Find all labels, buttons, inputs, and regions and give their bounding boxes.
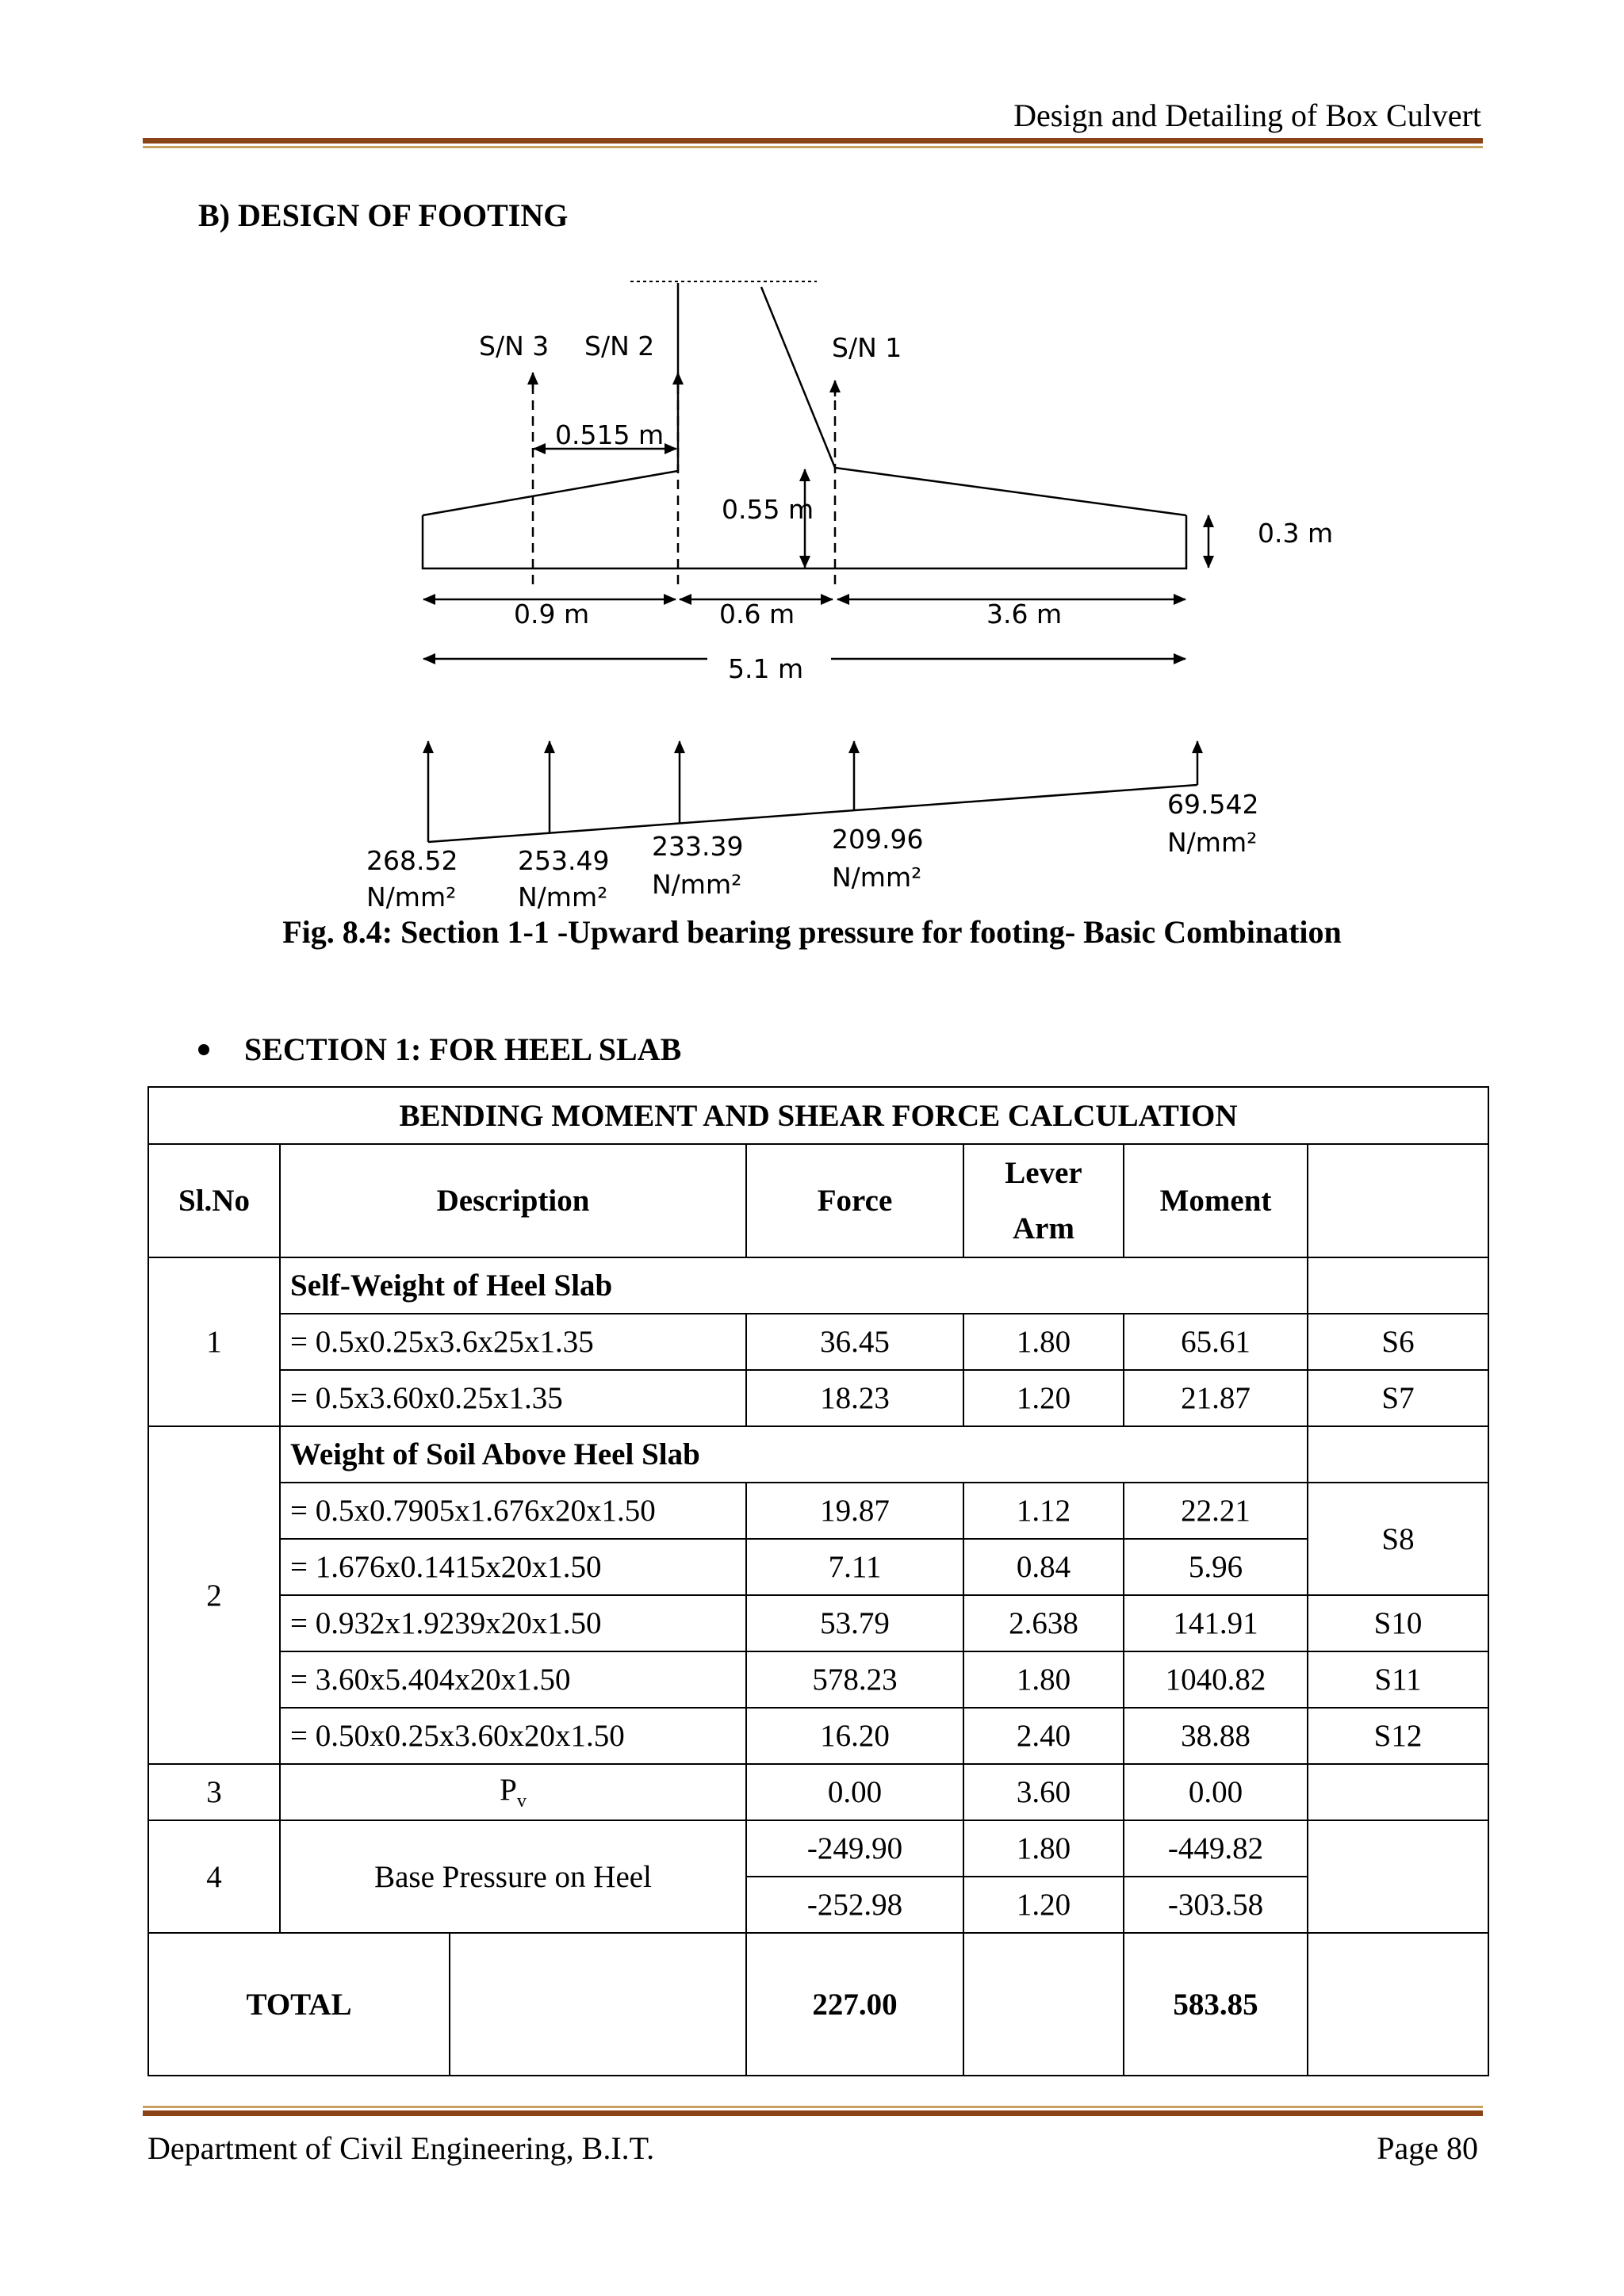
total-force: 227.00 [746, 1933, 963, 2076]
footer-rule-thin [143, 2106, 1483, 2108]
table-row: = 0.50x0.25x3.60x20x1.50 16.20 2.40 38.88 S12 [148, 1708, 1488, 1764]
table-row: 2 Weight of Soil Above Heel Slab [148, 1426, 1488, 1483]
table-row: = 0.5x3.60x0.25x1.35 18.23 1.20 21.87 S7 [148, 1370, 1488, 1426]
figure-caption: Fig. 8.4: Section 1-1 -Upward bearing pressure for footing- Basic Combination [282, 914, 1342, 950]
section-heading: B) DESIGN OF FOOTING [198, 197, 569, 233]
dim-06: 0.6 m [719, 599, 795, 629]
label-sn3: S/N 3 [479, 331, 550, 362]
pressure-unit: N/mm² [832, 862, 922, 893]
col-header-lever-arm: Lever Arm [963, 1144, 1124, 1257]
label-sn1: S/N 1 [832, 332, 902, 363]
footer-page-number: Page 80 [1377, 2130, 1478, 2166]
table-row: 1 Self-Weight of Heel Slab [148, 1257, 1488, 1314]
dim-055: 0.55 m [722, 494, 814, 525]
dim-0515: 0.515 m [555, 419, 665, 450]
total-row [148, 1933, 1488, 2076]
footing-figure [0, 262, 1624, 912]
footer-department: Department of Civil Engineering, B.I.T. [147, 2130, 655, 2166]
table-row: = 0.932x1.9239x20x1.50 53.79 2.638 141.91 S10 [148, 1595, 1488, 1651]
pressure-unit: N/mm² [518, 882, 608, 912]
pressure-unit: N/mm² [1167, 827, 1258, 858]
pressure-unit: N/mm² [652, 869, 742, 900]
table-row: 3 $P_v$ 0.00 3.60 0.00 [148, 1764, 1488, 1820]
header-rule-thin [143, 146, 1483, 148]
header-rule [143, 138, 1483, 144]
pressure-value: 268.52 [366, 845, 458, 876]
pressure-value: 69.542 [1167, 789, 1259, 820]
table-row: -252.98 1.20 -303.58 [148, 1877, 1488, 1933]
bullet-icon [198, 1044, 209, 1055]
table-row: = 3.60x5.404x20x1.50 578.23 1.80 1040.82 S11 [148, 1651, 1488, 1708]
col-header-slno: Sl.No [148, 1144, 280, 1257]
dim-09: 0.9 m [514, 599, 590, 629]
pressure-value: 209.96 [832, 824, 924, 855]
total-moment: 583.85 [1124, 1933, 1308, 2076]
table-title: BENDING MOMENT AND SHEAR FORCE CALCULATION [148, 1087, 1488, 1144]
col-header-force: Force [746, 1144, 963, 1257]
col-header-description: Description [280, 1144, 746, 1257]
header-title: Design and Detailing of Box Culvert [1013, 98, 1481, 133]
footer-rule [143, 2110, 1483, 2116]
pressure-value: 253.49 [518, 845, 610, 876]
dim-03: 0.3 m [1258, 518, 1334, 549]
col-header-ref [1308, 1144, 1488, 1257]
table-row: 4 Base Pressure on Heel -249.90 1.80 -449.82 [148, 1820, 1488, 1877]
dim-36: 3.6 m [986, 599, 1063, 629]
pv-description: $P_v$ [280, 1764, 746, 1820]
dim-51: 5.1 m [728, 653, 804, 684]
table-row: = 0.5x0.25x3.6x25x1.35 36.45 1.80 65.61 S6 [148, 1314, 1488, 1370]
bullet-heading [198, 1031, 681, 1068]
col-header-moment: Moment [1124, 1144, 1308, 1257]
label-sn2: S/N 2 [584, 331, 655, 362]
pressure-value: 233.39 [652, 831, 744, 862]
table-row: = 0.5x0.7905x1.676x20x1.50 19.87 1.12 22.21 S8 [148, 1483, 1488, 1539]
bullet-text: SECTION 1: FOR HEEL SLAB [244, 1031, 682, 1067]
total-label: TOTAL [148, 1933, 450, 2076]
bending-moment-table [147, 1086, 1489, 2076]
pressure-unit: N/mm² [366, 882, 457, 912]
table-row: = 1.676x0.1415x20x1.50 7.11 0.84 5.96 [148, 1539, 1488, 1595]
